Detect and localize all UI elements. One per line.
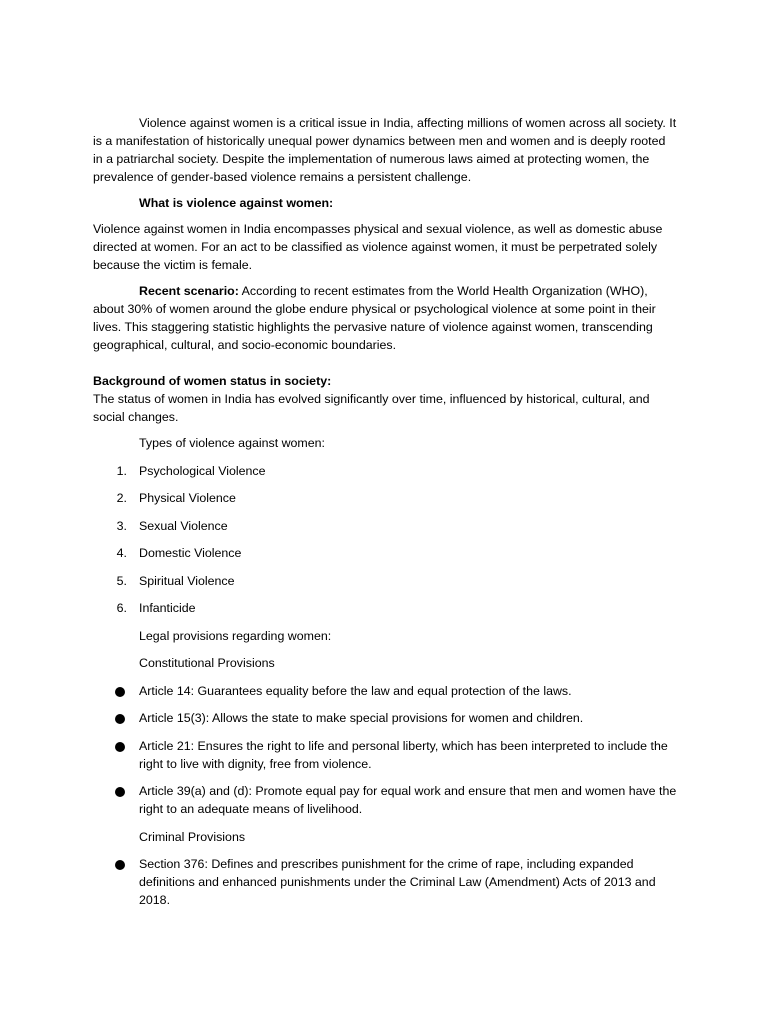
constitutional-item <box>93 737 677 773</box>
constitutional-item-text: Article 21: Ensures the right to life and personal liberty, which has been interpreted to include the right to live with dignity, free from violence. <box>139 738 668 771</box>
violence-type-label: Sexual Violence <box>139 518 228 533</box>
background-paragraph: The status of women in India has evolved significantly over time, influenced by historical, cultural, and social changes. <box>93 392 650 424</box>
criminal-item-text: Section 376: Defines and prescribes punishment for the crime of rape, including expanded definitions and enhanced punishments under the Criminal Law (Amendment) Acts of 2013 and 2018. <box>139 857 656 907</box>
violence-type-label: Psychological Violence <box>139 463 266 478</box>
list-number: 6. <box>116 601 127 615</box>
constitutional-item <box>93 682 677 700</box>
violence-type-item <box>93 599 677 617</box>
violence-type-label: Infanticide <box>139 601 196 615</box>
bullet-icon <box>93 682 139 700</box>
legal-heading: Legal provisions regarding women: <box>139 628 332 643</box>
criminal-heading: Criminal Provisions <box>139 829 246 844</box>
violence-type-item <box>93 544 677 562</box>
violence-type-item <box>93 572 677 590</box>
recent-paragraph <box>93 282 677 354</box>
document-page <box>93 114 677 919</box>
violence-type-label: Domestic Violence <box>139 546 242 560</box>
bullet-icon <box>93 709 139 727</box>
list-number: 2. <box>116 491 127 505</box>
constitutional-heading: Constitutional Provisions <box>139 656 275 670</box>
what-paragraph: Violence against women in India encompasses physical and sexual violence, as well as domestic abuse directed at women. For an act to be classified as violence against women, it must be perpetrated solely because the victim is female. <box>93 222 663 272</box>
what-heading-text: What is violence against women: <box>139 196 334 210</box>
intro-paragraph: Violence against women is a critical issue in India, affecting millions of women across all society. It is a manifestation of historically unequal power dynamics between men and women and is deeply rooted in a patriarchal society. Despite the implementation of numerous laws aimed at protecting women, the prevalence of gender-based violence remains a persistent challenge. <box>93 116 677 184</box>
violence-type-item <box>93 489 677 507</box>
constitutional-item-text: Article 14: Guarantees equality before the law and equal protection of the laws. <box>139 683 572 698</box>
recent-body: According to recent estimates from the World Health Organization (WHO), about 30% of women around the globe endure physical or psychological violence at some point in their lives. This staggering statistic highlights the pervasive nature of violence against women, transcending geographical, cultural, and socio-economic boundaries. <box>93 284 656 352</box>
recent-label: Recent scenario: <box>139 284 239 298</box>
violence-type-label: Spiritual Violence <box>139 573 235 588</box>
criminal-item <box>93 855 677 909</box>
constitutional-item-text: Article 39(a) and (d): Promote equal pay for equal work and ensure that men and women have the right to an adequate means of livelihood. <box>139 784 677 816</box>
list-number: 4. <box>116 546 127 560</box>
list-number: 5. <box>116 573 127 588</box>
types-heading: Types of violence against women: <box>139 436 325 450</box>
violence-type-item <box>93 517 677 535</box>
violence-type-item <box>93 462 677 480</box>
constitutional-item <box>93 709 677 727</box>
bullet-icon <box>93 855 139 909</box>
background-heading <box>93 372 677 390</box>
constitutional-list <box>93 682 677 819</box>
list-number: 1. <box>116 463 127 478</box>
constitutional-item <box>93 782 677 818</box>
constitutional-item-text: Article 15(3): Allows the state to make special provisions for women and children. <box>139 711 584 725</box>
list-number: 3. <box>116 518 127 533</box>
types-list <box>93 462 677 618</box>
criminal-list <box>93 855 677 909</box>
what-heading <box>93 194 677 212</box>
bullet-icon <box>93 782 139 818</box>
background-heading-text: Background of women status in society: <box>93 374 332 388</box>
bullet-icon <box>93 737 139 773</box>
violence-type-label: Physical Violence <box>139 491 236 505</box>
